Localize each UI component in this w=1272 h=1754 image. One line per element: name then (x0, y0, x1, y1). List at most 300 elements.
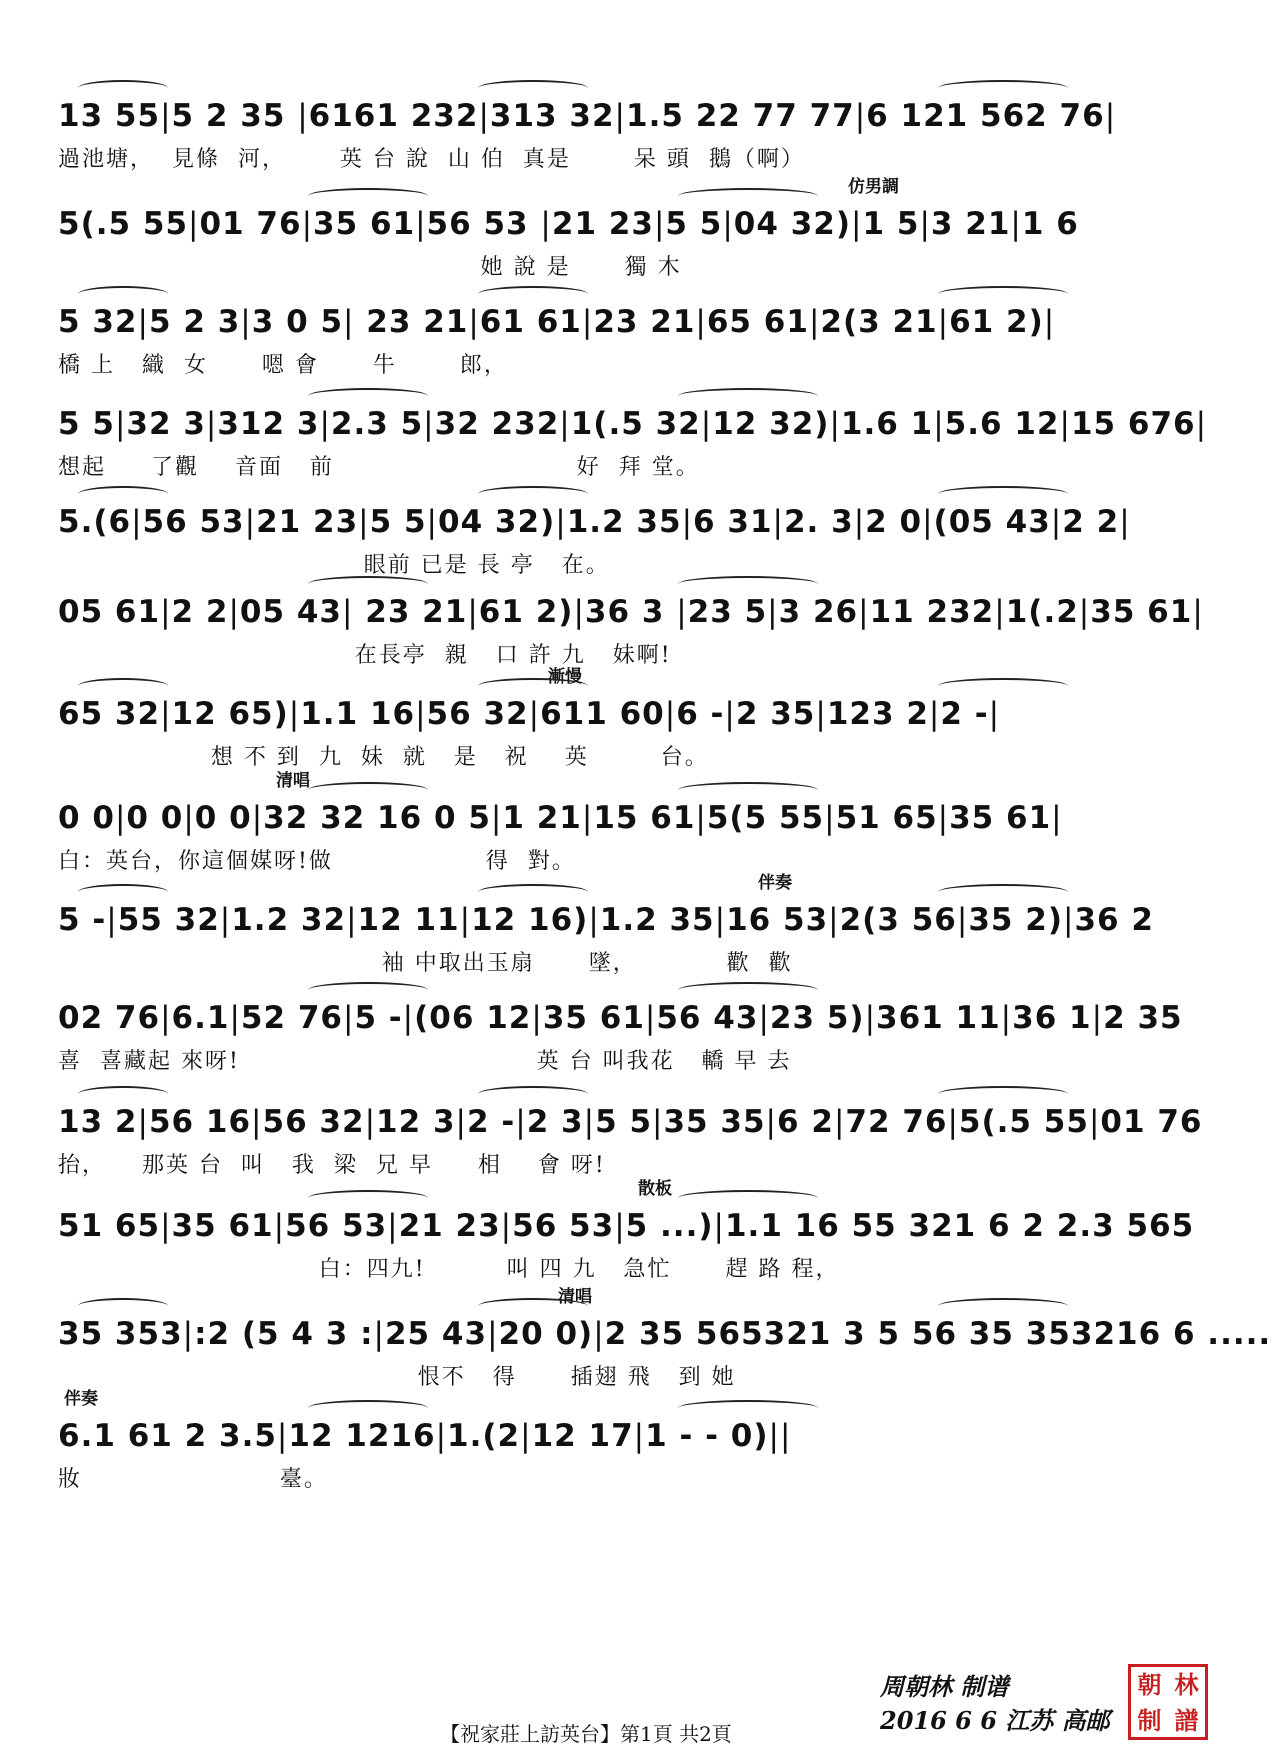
slur-mark (938, 286, 1068, 302)
barline: | (808, 304, 821, 340)
barline: | (1010, 206, 1022, 242)
barline: | (988, 696, 1001, 732)
barline: | (858, 594, 870, 630)
arranger-credit (880, 1670, 1110, 1738)
jianpu-notes (58, 88, 1208, 144)
measure: 2 35 (735, 696, 816, 732)
barline: | (244, 504, 257, 540)
measure: 2.3 5 (330, 406, 424, 442)
seal-char: 制 (1137, 1706, 1162, 1735)
lyrics-line: 恨不 得 插翅 飛 到 她 (58, 1365, 736, 1390)
jianpu-notes (58, 1094, 1208, 1150)
measure: 1(.2 (1005, 594, 1079, 630)
barline: | (695, 800, 707, 836)
measure: 21 23 (398, 1208, 501, 1244)
tempo-marking: 清唱 (558, 1287, 592, 1307)
seal-char: 譜 (1174, 1706, 1199, 1735)
measure: 72 76 (845, 1104, 948, 1140)
slur-mark (678, 388, 818, 404)
page-footer: 【祝家莊上訪英台】第1頁 共2頁 (440, 1722, 732, 1746)
measure: 2 3 (526, 1104, 584, 1140)
barline: | (387, 1208, 399, 1244)
slur-mark (78, 80, 168, 96)
measure: 23 21 (354, 304, 469, 340)
measure: 5 2 3 (148, 304, 241, 340)
barline: | (1000, 1000, 1013, 1036)
barline: | (714, 902, 727, 938)
barline: | (1088, 1104, 1101, 1140)
measure: 1 21 (502, 800, 582, 836)
barline: | (780, 1418, 792, 1454)
measure: :2 (5 4 3 : (194, 1316, 374, 1352)
barline: | (937, 304, 950, 340)
measure: 56 53 (142, 504, 245, 540)
barline: | (205, 406, 218, 442)
jianpu-notes (58, 1198, 1208, 1254)
barline: | (854, 98, 867, 134)
barline: | (276, 1418, 289, 1454)
measure: 5.6 12 (944, 406, 1060, 442)
measure: 61 2) (949, 304, 1044, 340)
barline: | (490, 800, 503, 836)
measure: 1 5 (862, 206, 920, 242)
measure: 2 2 (171, 594, 229, 630)
measure: 2 35 (1103, 1000, 1183, 1036)
barline: | (468, 304, 480, 340)
barline: | (273, 1208, 286, 1244)
barline: | (435, 1418, 448, 1454)
barline: | (415, 206, 427, 242)
barline: | (297, 98, 309, 134)
measure: 5 2 35 (171, 98, 298, 134)
barline: | (343, 304, 355, 340)
barline: | (114, 406, 127, 442)
slur-mark (938, 486, 1068, 502)
measure: 2 35 565321 3 5 56 35 353216 6 ..... (604, 1316, 1272, 1352)
barline: | (664, 696, 677, 732)
measure: 1(.5 32 (570, 406, 701, 442)
measure: 56 53 (512, 1208, 615, 1244)
measure: (05 43 (933, 504, 1051, 540)
measure: 12 17 (531, 1418, 634, 1454)
measure: 6 - (676, 696, 725, 732)
jianpu-notes (58, 1408, 1208, 1464)
slur-mark (78, 1298, 168, 1314)
measure: 1.1 16 (300, 696, 416, 732)
measure: 52 76 (240, 1000, 343, 1036)
barline: | (455, 1104, 467, 1140)
slur-mark (78, 286, 168, 302)
lyrics-line: 妝 臺。 (58, 1467, 328, 1492)
measure: 11 232 (869, 594, 995, 630)
measure: 15 676 (1070, 406, 1196, 442)
measure: 6 121 562 76 (866, 98, 1105, 134)
barline: | (994, 594, 1006, 630)
lyrics-line: 白：英台，你這個媒呀!做 得 對。 (58, 849, 576, 874)
barline: | (700, 406, 713, 442)
barline: | (824, 800, 836, 836)
barline: | (1091, 1000, 1104, 1036)
slur-mark (478, 884, 588, 900)
barline: | (515, 1104, 527, 1140)
measure: 32 232 (434, 406, 560, 442)
measure: 12 16) (471, 902, 589, 938)
measure: 313 32 (489, 98, 615, 134)
barline: | (358, 504, 370, 540)
barline: | (487, 1316, 499, 1352)
barline: | (1104, 98, 1117, 134)
slur-mark (678, 1400, 818, 1416)
jianpu-notes (58, 294, 1208, 350)
measure: 65 61 (706, 304, 809, 340)
jianpu-notes (58, 396, 1208, 452)
barline: | (768, 1418, 780, 1454)
barline: | (593, 1316, 605, 1352)
measure: 611 60 (540, 696, 665, 732)
measure: 15 61 (593, 800, 696, 836)
tempo-marking: 清唱 (276, 771, 310, 791)
measure: 6.1 61 2 3.5 (58, 1418, 277, 1454)
lyrics-line: 想起 了觀 音面 前 好 拜 堂。 (58, 455, 700, 480)
barline: | (851, 206, 863, 242)
measure: 56 43 (656, 1000, 759, 1036)
barline: | (853, 504, 866, 540)
barline: | (182, 1316, 195, 1352)
measure: 12 3 (376, 1104, 456, 1140)
barline: | (183, 800, 195, 836)
barline: | (251, 800, 264, 836)
barline: | (588, 902, 600, 938)
measure: 5(.5 55 (58, 206, 189, 242)
barline: | (1059, 406, 1071, 442)
barline: | (467, 594, 479, 630)
measure: 32 3 (126, 406, 206, 442)
barline: | (1043, 304, 1056, 340)
measure: 361 11 (876, 1000, 1001, 1036)
measure: 0 0 (194, 800, 252, 836)
slur-mark (678, 782, 818, 798)
measure: 02 76 (58, 1000, 161, 1036)
measure: 35 61 (949, 800, 1052, 836)
slur-mark (938, 1298, 1068, 1314)
slur-mark (938, 80, 1068, 96)
measure: 56 32 (262, 1104, 365, 1140)
tempo-marking: 伴奏 (758, 873, 792, 893)
barline: | (928, 696, 941, 732)
measure: 13 55 (58, 98, 161, 134)
seal-char: 朝 (1137, 1670, 1162, 1699)
measure: 2 2 (1062, 504, 1120, 540)
measure: 3 21 (930, 206, 1011, 242)
barline: | (922, 504, 934, 540)
barline: | (240, 304, 252, 340)
measure: 56 53 (285, 1208, 388, 1244)
barline: | (459, 902, 472, 938)
barline: | (1050, 504, 1063, 540)
barline: | (106, 902, 118, 938)
credit-date-place: 2016 6 6 江苏 高邮 (880, 1706, 1110, 1735)
barline: | (614, 1208, 626, 1244)
measure: 5 5 (369, 504, 427, 540)
slur-mark (308, 982, 428, 998)
tempo-marking: 仿男調 (848, 177, 899, 197)
measure: 5 5 (665, 206, 723, 242)
measure: 5.(6 (58, 504, 132, 540)
barline: | (364, 1104, 377, 1140)
slur-mark (478, 1086, 588, 1102)
barline: | (722, 206, 734, 242)
measure: 12 65) (171, 696, 289, 732)
slur-mark (478, 678, 588, 694)
barline: | (160, 696, 172, 732)
slur-mark (478, 80, 588, 96)
measure: 20 0) (498, 1316, 594, 1352)
measure: 6.1 (171, 1000, 230, 1036)
slur-mark (78, 1086, 168, 1102)
barline: | (229, 1000, 241, 1036)
measure: 5 5 (58, 406, 115, 442)
measure: 5 ...) (625, 1208, 714, 1244)
barline: | (373, 1316, 385, 1352)
barline: | (1195, 406, 1208, 442)
barline: | (160, 98, 172, 134)
barline: | (531, 1000, 543, 1036)
measure: 1.1 16 55 321 6 2 2.3 565 (724, 1208, 1195, 1244)
measure: 61 61 (479, 304, 582, 340)
measure: 13 2 (58, 1104, 138, 1140)
measure: 0 0 (58, 800, 115, 836)
barline: | (581, 304, 594, 340)
barline: | (652, 1104, 664, 1140)
measure: 2(3 56 (839, 902, 957, 938)
jianpu-notes (58, 892, 1208, 948)
measure: (06 12 (414, 1000, 532, 1036)
barline: | (114, 800, 127, 836)
slur-mark (478, 286, 588, 302)
barline: | (828, 902, 840, 938)
lyrics-line: 在長亭 親 口 許 九 妹啊! (58, 643, 672, 668)
measure: 3 26 (778, 594, 859, 630)
barline: | (342, 594, 354, 630)
slur-mark (78, 884, 168, 900)
measure: 51 65 (58, 1208, 161, 1244)
measure: 35 353 (58, 1316, 183, 1352)
measure: 36 1 (1012, 1000, 1092, 1036)
measure: 6 2 (777, 1104, 834, 1140)
measure: 23 21 (593, 304, 696, 340)
barline: | (219, 902, 232, 938)
measure: 2. 3 (783, 504, 854, 540)
measure: 36 3 (584, 594, 677, 630)
slur-mark (678, 576, 818, 592)
seal-char: 林 (1174, 1670, 1199, 1699)
barline: | (758, 1000, 770, 1036)
credit-name: 周朝林 制谱 (880, 1672, 1009, 1701)
measure: 35 35 (663, 1104, 766, 1140)
measure: 5 - (354, 1000, 403, 1036)
jianpu-notes (58, 196, 1208, 252)
measure: 312 3 (217, 406, 320, 442)
lyrics-line: 抬， 那英 台 叫 我 梁 兄 早 相 會 呀! (58, 1153, 606, 1178)
barline: | (633, 1418, 646, 1454)
barline: | (528, 696, 541, 732)
measure: 12 32) (712, 406, 830, 442)
measure: 2 0 (865, 504, 923, 540)
barline: | (559, 406, 571, 442)
barline: | (415, 696, 427, 732)
measure: 56 16 (148, 1104, 252, 1140)
measure: 5 - (58, 902, 107, 938)
slur-mark (478, 1298, 588, 1314)
measure: 12 11 (357, 902, 460, 938)
barline: | (681, 504, 694, 540)
barline: | (520, 1418, 532, 1454)
barline: | (1119, 504, 1131, 540)
measure: 1 6 (1021, 206, 1079, 242)
barline: | (1051, 800, 1063, 836)
barline: | (676, 594, 688, 630)
slur-mark (308, 782, 428, 798)
slur-mark (78, 678, 168, 694)
lyrics-line: 喜 喜藏起 來呀! 英 台 叫我花 轎 早 去 (58, 1049, 792, 1074)
jianpu-notes (58, 1306, 1272, 1362)
measure: 6 31 (693, 504, 773, 540)
slur-mark (938, 678, 1068, 694)
tempo-marking: 伴奏 (64, 1389, 98, 1409)
jianpu-notes (58, 584, 1208, 640)
barline: | (160, 1208, 172, 1244)
barline: | (713, 1208, 725, 1244)
jianpu-notes (58, 494, 1208, 550)
measure: 5 5 (595, 1104, 653, 1140)
measure: 35 2) (968, 902, 1063, 938)
measure: 21 23 (551, 206, 654, 242)
barline: | (228, 594, 240, 630)
measure: 1.2 35 (599, 902, 715, 938)
barline: | (402, 1000, 415, 1036)
barline: | (767, 594, 779, 630)
barline: | (301, 206, 314, 242)
slur-mark (308, 188, 428, 204)
barline: | (137, 304, 149, 340)
lyrics-line: 白：四九! 叫 四 九 急忙 趕 路 程， (58, 1257, 840, 1282)
measure: 23 5) (769, 1000, 865, 1036)
barline: | (137, 1104, 149, 1140)
barline: | (1078, 594, 1091, 630)
measure: 04 32) (733, 206, 852, 242)
measure: 01 76 (1100, 1104, 1203, 1140)
measure: 1.2 32 (231, 902, 347, 938)
measure: 35 61 (313, 206, 416, 242)
barline: | (555, 504, 567, 540)
barline: | (933, 406, 945, 442)
measure: 23 21 (353, 594, 468, 630)
slur-mark (308, 1400, 428, 1416)
measure: 04 32) (438, 504, 556, 540)
measure: 21 23 (256, 504, 359, 540)
measure: 56 32 (426, 696, 529, 732)
measure: 05 43 (239, 594, 342, 630)
barline: | (423, 406, 435, 442)
barline: | (583, 1104, 596, 1140)
barline: | (1062, 902, 1075, 938)
lyrics-line: 眼前 已是 長 亭 在。 (58, 553, 610, 578)
measure: 123 2 (826, 696, 929, 732)
measure: 1.(2 (447, 1418, 521, 1454)
measure: 35 61 (171, 1208, 274, 1244)
measure: 2 - (467, 1104, 516, 1140)
measure: 1.6 1 (840, 406, 934, 442)
barline: | (188, 206, 200, 242)
lyrics-line: 袖 中取出玉扇 墜， 歡 歡 (58, 951, 793, 976)
barline: | (346, 902, 358, 938)
barline: | (614, 98, 626, 134)
slur-mark (78, 486, 168, 502)
slur-mark (308, 388, 428, 404)
jianpu-notes (58, 686, 1208, 742)
measure: 5(.5 55 (958, 1104, 1089, 1140)
barline: | (947, 1104, 959, 1140)
slur-mark (308, 1190, 428, 1206)
measure: 25 43 (384, 1316, 488, 1352)
jianpu-notes (58, 790, 1208, 846)
barline: | (160, 594, 172, 630)
lyrics-line: 她 說 是 獨 木 (58, 255, 682, 280)
lyrics-line: 橋 上 織 女 嗯 會 牛 郎， (58, 353, 508, 378)
measure: 51 65 (835, 800, 938, 836)
measure: 5 32 (58, 304, 138, 340)
measure: 05 61 (58, 594, 161, 630)
barline: | (956, 902, 969, 938)
barline: | (160, 1000, 172, 1036)
measure: 35 61 (1090, 594, 1193, 630)
slur-mark (938, 1086, 1068, 1102)
barline: | (288, 696, 301, 732)
slur-mark (938, 884, 1068, 900)
measure: 2 - (940, 696, 989, 732)
barline: | (695, 304, 707, 340)
barline: | (765, 1104, 777, 1140)
slur-mark (678, 1190, 818, 1206)
lyrics-line: 過池塘， 見條 河， 英 台 說 山 伯 真是 呆 頭 鵝（啊） (58, 147, 805, 172)
measure: 32 32 16 0 5 (263, 800, 491, 836)
seal-stamp (1128, 1664, 1208, 1740)
barline: | (833, 1104, 846, 1140)
barline: | (1192, 594, 1204, 630)
measure: 2(3 21 (820, 304, 938, 340)
measure: 23 5 (687, 594, 768, 630)
barline: | (937, 800, 950, 836)
barline: | (426, 504, 438, 540)
barline: | (829, 406, 841, 442)
barline: | (573, 594, 585, 630)
measure: 3 0 5 (251, 304, 344, 340)
barline: | (644, 1000, 657, 1036)
measure: 01 76 (199, 206, 302, 242)
slur-mark (478, 486, 588, 502)
measure: 61 2) (478, 594, 574, 630)
barline: | (864, 1000, 877, 1036)
measure: 1.2 35 (566, 504, 682, 540)
barline: | (500, 1208, 513, 1244)
barline: | (772, 504, 784, 540)
barline: | (919, 206, 931, 242)
barline: | (342, 1000, 355, 1036)
tempo-marking: 漸慢 (548, 667, 582, 687)
barline: | (251, 1104, 263, 1140)
barline: | (724, 696, 736, 732)
slur-mark (678, 982, 818, 998)
